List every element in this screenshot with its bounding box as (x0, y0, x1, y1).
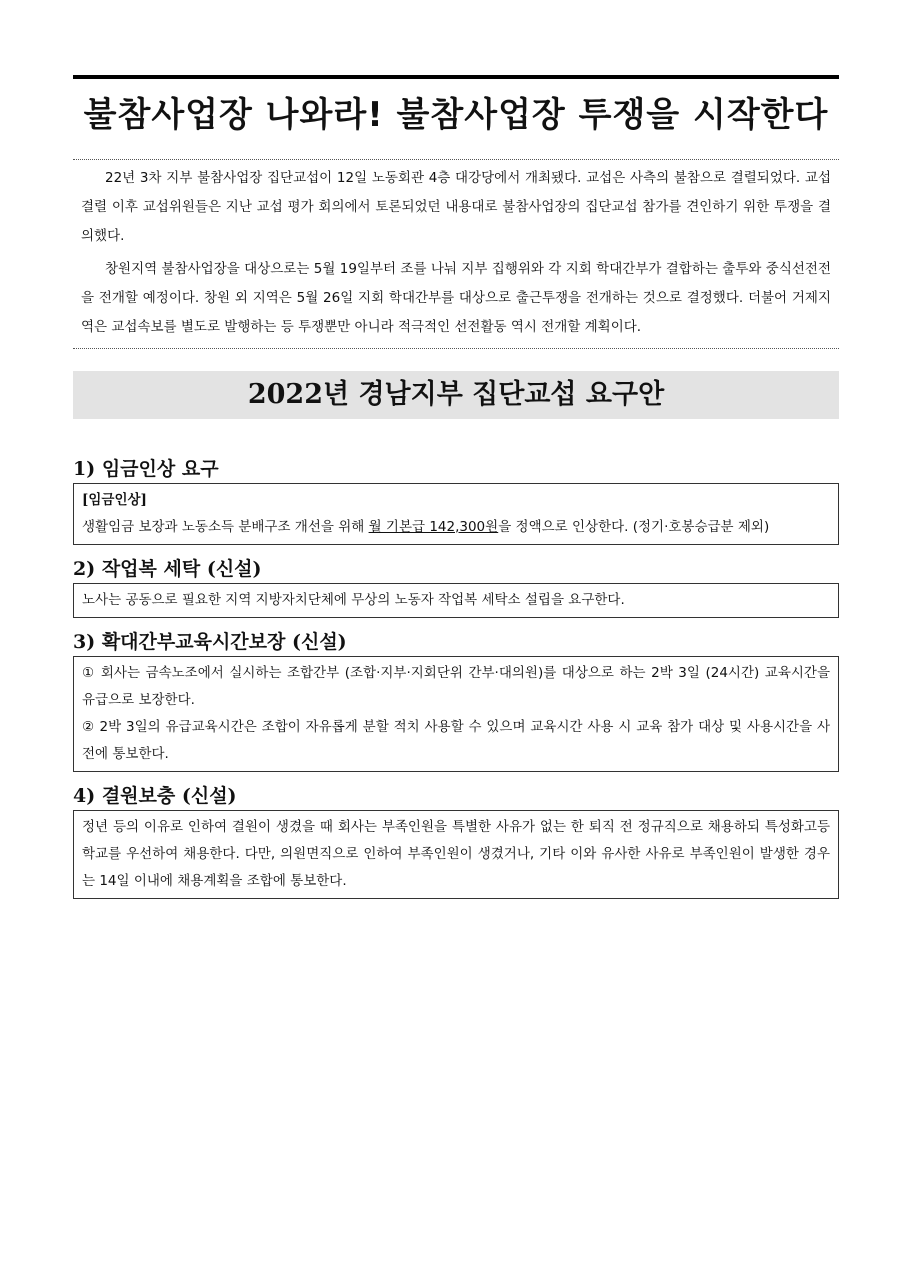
intro-paragraph-1: 22년 3차 지부 불참사업장 집단교섭이 12일 노동회관 4층 대강당에서 개최됐다. 교섭은 사측의 불참으로 결렬되었다. 교섭 결렬 이후 교섭위원들은 지난 교섭 평가 회의에서 토론되었던 내용대로 불참사업장의 집단교섭 참가를 견인하기 위한 투쟁을 결의했다. (81, 170, 831, 244)
document-page (73, 75, 839, 899)
wage-text-before: 생활임금 보장과 노동소득 분배구조 개선을 위해 (82, 519, 369, 535)
section-4-box (73, 810, 839, 899)
section-2-title: 2) 작업복 세탁 (신설) (73, 558, 262, 580)
section-1-text (82, 514, 830, 541)
section-2-text: 노사는 공동으로 필요한 지역 지방자치단체에 무상의 노동자 작업복 세탁소 설립을 요구한다. (82, 592, 625, 608)
headline: 불참사업장 나와라! 불참사업장 투쟁을 시작한다 (83, 95, 829, 135)
section-1-box (73, 483, 839, 545)
section-3-item-1: ① 회사는 금속노조에서 실시하는 조합간부 (조합·지부·지회단위 간부·대의원)를 대상으로 하는 2박 3일 (24시간) 교육시간을 유급으로 보장한다. (82, 665, 830, 708)
wage-amount: 월 기본급 142,300원 (368, 519, 499, 535)
section-4-title: 4) 결원보충 (신설) (73, 785, 237, 807)
top-rule (73, 75, 839, 79)
demands-title-band: 2022년 경남지부 집단교섭 요구안 (73, 371, 839, 419)
section-4-text: 정년 등의 이유로 인하여 결원이 생겼을 때 회사는 부족인원을 특별한 사유가 없는 한 퇴직 전 정규직으로 채용하되 특성화고등학교를 우선하여 채용한다. 다만, 의원면직으로 인하여 부족인원이 생겼거나, 기타 이와 유사한 사유로 부족인원이 발생한 경우는 14일 이내에 채용계획을 조합에 통보한다. (82, 819, 830, 889)
wage-label: [임금인상] (82, 492, 147, 508)
intro-article (73, 159, 839, 349)
wage-text-after: 을 정액으로 인상한다. (정기·호봉승급분 제외) (498, 519, 770, 535)
section-3-title: 3) 확대간부교육시간보장 (신설) (73, 631, 347, 653)
section-3-box (73, 656, 839, 772)
section-1-title: 1) 임금인상 요구 (73, 458, 219, 480)
section-2-box (73, 583, 839, 618)
intro-paragraph-2: 창원지역 불참사업장을 대상으로는 5월 19일부터 조를 나눠 지부 집행위와 각 지회 학대간부가 결합하는 출투와 중식선전전을 전개할 예정이다. 창원 외 지역은 5월 26일 지회 학대간부를 대상으로 출근투쟁을 전개하는 것으로 결정했다. 더불어 거제지역은 교섭속보를 별도로 발행하는 등 투쟁뿐만 아니라 적극적인 선전활동 역시 전개할 계획이다. (81, 261, 831, 335)
section-3-item-2: ② 2박 3일의 유급교육시간은 조합이 자유롭게 분할 적치 사용할 수 있으며 교육시간 사용 시 교육 참가 대상 및 사용시간을 사전에 통보한다. (82, 719, 830, 762)
